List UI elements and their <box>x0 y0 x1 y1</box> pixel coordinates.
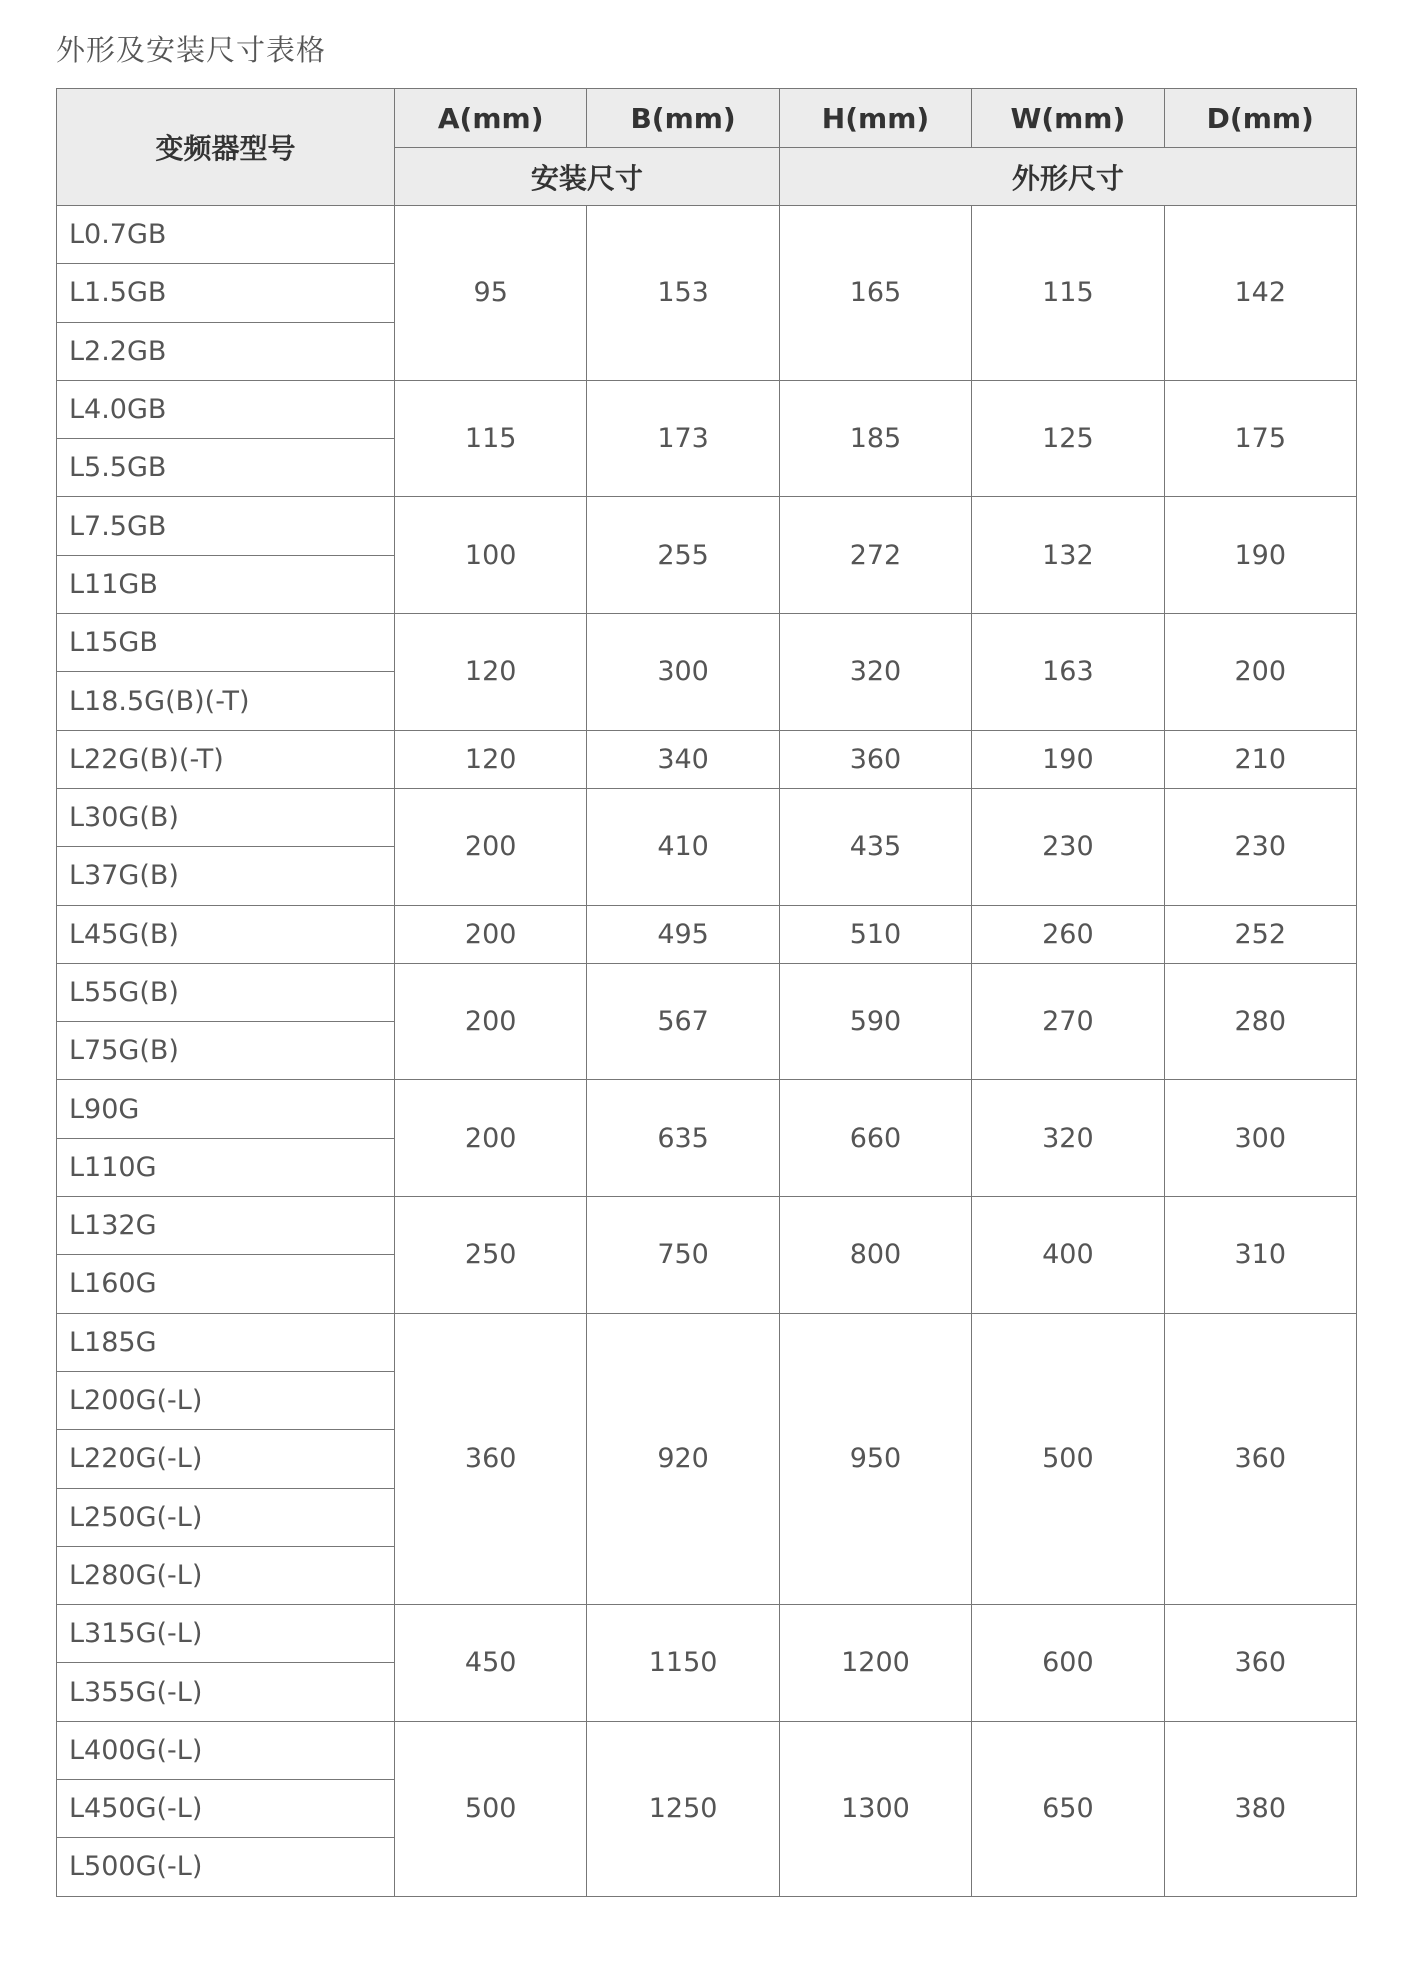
group-header-outline: 外形尺寸 <box>779 148 1356 206</box>
table-header <box>57 89 1357 206</box>
value-cell-h: 800 <box>779 1197 971 1314</box>
value-cell-h: 185 <box>779 380 971 497</box>
value-cell-w: 190 <box>972 730 1164 788</box>
model-cell: L0.7GB <box>57 206 395 264</box>
value-cell-w: 132 <box>972 497 1164 614</box>
value-cell-b: 920 <box>587 1313 779 1604</box>
value-cell-h: 1300 <box>779 1721 971 1896</box>
model-cell: L315G(-L) <box>57 1605 395 1663</box>
model-cell: L280G(-L) <box>57 1546 395 1604</box>
value-cell-w: 320 <box>972 1080 1164 1197</box>
value-cell-b: 410 <box>587 788 779 905</box>
column-header-d: D(mm) <box>1164 89 1356 148</box>
value-cell-w: 400 <box>972 1197 1164 1314</box>
value-cell-a: 95 <box>395 206 587 381</box>
value-cell-a: 450 <box>395 1605 587 1722</box>
model-column-header: 变频器型号 <box>57 89 395 206</box>
value-cell-b: 750 <box>587 1197 779 1314</box>
value-cell-a: 200 <box>395 1080 587 1197</box>
value-cell-a: 120 <box>395 730 587 788</box>
value-cell-a: 360 <box>395 1313 587 1604</box>
value-cell-a: 200 <box>395 905 587 963</box>
value-cell-w: 500 <box>972 1313 1164 1604</box>
table-row <box>57 788 1357 846</box>
model-cell: L200G(-L) <box>57 1371 395 1429</box>
value-cell-b: 173 <box>587 380 779 497</box>
dimensions-table <box>56 88 1357 1897</box>
table-row <box>57 1080 1357 1138</box>
value-cell-h: 320 <box>779 614 971 731</box>
value-cell-b: 495 <box>587 905 779 963</box>
column-header-a: A(mm) <box>395 89 587 148</box>
table-row <box>57 905 1357 963</box>
value-cell-d: 142 <box>1164 206 1356 381</box>
model-cell: L75G(B) <box>57 1022 395 1080</box>
value-cell-a: 500 <box>395 1721 587 1896</box>
table-row <box>57 1605 1357 1663</box>
column-header-w: W(mm) <box>972 89 1164 148</box>
value-cell-d: 310 <box>1164 1197 1356 1314</box>
value-cell-a: 200 <box>395 788 587 905</box>
table-row <box>57 1313 1357 1371</box>
model-cell: L110G <box>57 1138 395 1196</box>
table-row <box>57 1197 1357 1255</box>
model-cell: L450G(-L) <box>57 1780 395 1838</box>
value-cell-h: 360 <box>779 730 971 788</box>
table-row <box>57 963 1357 1021</box>
model-cell: L5.5GB <box>57 439 395 497</box>
model-cell: L90G <box>57 1080 395 1138</box>
value-cell-h: 510 <box>779 905 971 963</box>
value-cell-h: 272 <box>779 497 971 614</box>
value-cell-d: 175 <box>1164 380 1356 497</box>
value-cell-w: 650 <box>972 1721 1164 1896</box>
value-cell-d: 252 <box>1164 905 1356 963</box>
value-cell-h: 435 <box>779 788 971 905</box>
model-cell: L55G(B) <box>57 963 395 1021</box>
value-cell-b: 340 <box>587 730 779 788</box>
model-cell: L18.5G(B)(-T) <box>57 672 395 730</box>
value-cell-h: 165 <box>779 206 971 381</box>
value-cell-d: 360 <box>1164 1313 1356 1604</box>
column-header-h: H(mm) <box>779 89 971 148</box>
model-cell: L220G(-L) <box>57 1430 395 1488</box>
value-cell-w: 125 <box>972 380 1164 497</box>
table-row <box>57 1721 1357 1779</box>
value-cell-a: 100 <box>395 497 587 614</box>
value-cell-h: 590 <box>779 963 971 1080</box>
value-cell-w: 260 <box>972 905 1164 963</box>
value-cell-d: 300 <box>1164 1080 1356 1197</box>
model-cell: L11GB <box>57 555 395 613</box>
page-title: 外形及安装尺寸表格 <box>56 33 327 67</box>
value-cell-d: 360 <box>1164 1605 1356 1722</box>
group-header-installation: 安装尺寸 <box>395 148 780 206</box>
model-cell: L4.0GB <box>57 380 395 438</box>
model-cell: L400G(-L) <box>57 1721 395 1779</box>
model-cell: L160G <box>57 1255 395 1313</box>
value-cell-b: 1150 <box>587 1605 779 1722</box>
table-row <box>57 206 1357 264</box>
value-cell-b: 255 <box>587 497 779 614</box>
column-header-b: B(mm) <box>587 89 779 148</box>
value-cell-d: 380 <box>1164 1721 1356 1896</box>
value-cell-b: 1250 <box>587 1721 779 1896</box>
value-cell-w: 230 <box>972 788 1164 905</box>
value-cell-h: 1200 <box>779 1605 971 1722</box>
value-cell-w: 115 <box>972 206 1164 381</box>
model-cell: L15GB <box>57 614 395 672</box>
value-cell-d: 280 <box>1164 963 1356 1080</box>
value-cell-w: 270 <box>972 963 1164 1080</box>
model-cell: L22G(B)(-T) <box>57 730 395 788</box>
value-cell-d: 230 <box>1164 788 1356 905</box>
model-cell: L45G(B) <box>57 905 395 963</box>
value-cell-a: 250 <box>395 1197 587 1314</box>
model-cell: L2.2GB <box>57 322 395 380</box>
table-row <box>57 380 1357 438</box>
value-cell-a: 115 <box>395 380 587 497</box>
model-cell: L355G(-L) <box>57 1663 395 1721</box>
value-cell-b: 635 <box>587 1080 779 1197</box>
model-cell: L1.5GB <box>57 264 395 322</box>
value-cell-w: 163 <box>972 614 1164 731</box>
header-row-units <box>57 89 1357 148</box>
model-cell: L185G <box>57 1313 395 1371</box>
model-cell: L7.5GB <box>57 497 395 555</box>
table-row <box>57 614 1357 672</box>
value-cell-h: 950 <box>779 1313 971 1604</box>
model-cell: L250G(-L) <box>57 1488 395 1546</box>
value-cell-a: 120 <box>395 614 587 731</box>
value-cell-d: 210 <box>1164 730 1356 788</box>
model-cell: L37G(B) <box>57 847 395 905</box>
value-cell-d: 190 <box>1164 497 1356 614</box>
value-cell-h: 660 <box>779 1080 971 1197</box>
table-body <box>57 206 1357 1897</box>
model-cell: L30G(B) <box>57 788 395 846</box>
model-cell: L132G <box>57 1197 395 1255</box>
table-row <box>57 497 1357 555</box>
value-cell-b: 300 <box>587 614 779 731</box>
value-cell-d: 200 <box>1164 614 1356 731</box>
value-cell-b: 567 <box>587 963 779 1080</box>
value-cell-w: 600 <box>972 1605 1164 1722</box>
value-cell-b: 153 <box>587 206 779 381</box>
model-cell: L500G(-L) <box>57 1838 395 1896</box>
value-cell-a: 200 <box>395 963 587 1080</box>
table-row <box>57 730 1357 788</box>
